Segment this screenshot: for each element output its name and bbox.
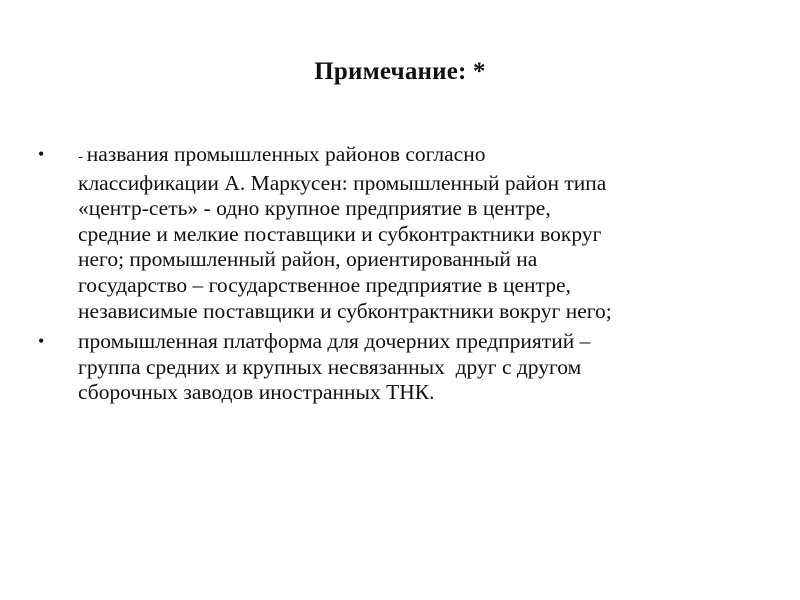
bullet-line: государство – государственное предприятие в центре, <box>78 272 571 297</box>
bullet-line: него; промышленный район, ориентированный на <box>78 247 538 272</box>
bullet-line: группа средних и крупных несвязанных друг с другом <box>78 354 582 379</box>
bullet-line: промышленная платформа для дочерних предприятий – <box>78 329 591 354</box>
bullet-line: сборочных заводов иностранных ТНК. <box>78 380 435 405</box>
bullet-line: средние и мелкие поставщики и субконтрактники вокруг <box>78 221 602 246</box>
slide-title: Примечание: * <box>314 58 486 85</box>
bullet-list <box>38 142 738 411</box>
dash-prefix: - <box>78 149 87 165</box>
bullet-line: классификации А. Маркусен: промышленный район типа <box>78 170 607 195</box>
bullet-item <box>38 142 738 324</box>
bullet-line: независимые поставщики и субконтрактники вокруг него; <box>78 298 612 323</box>
bullet-line: - названия промышленных районов согласно <box>78 142 486 166</box>
bullet-marker: • <box>38 144 45 164</box>
bullet-marker: • <box>38 331 45 352</box>
bullet-item <box>38 329 738 406</box>
bullet-line: «центр-сеть» - одно крупное предприятие в центре, <box>78 196 551 221</box>
